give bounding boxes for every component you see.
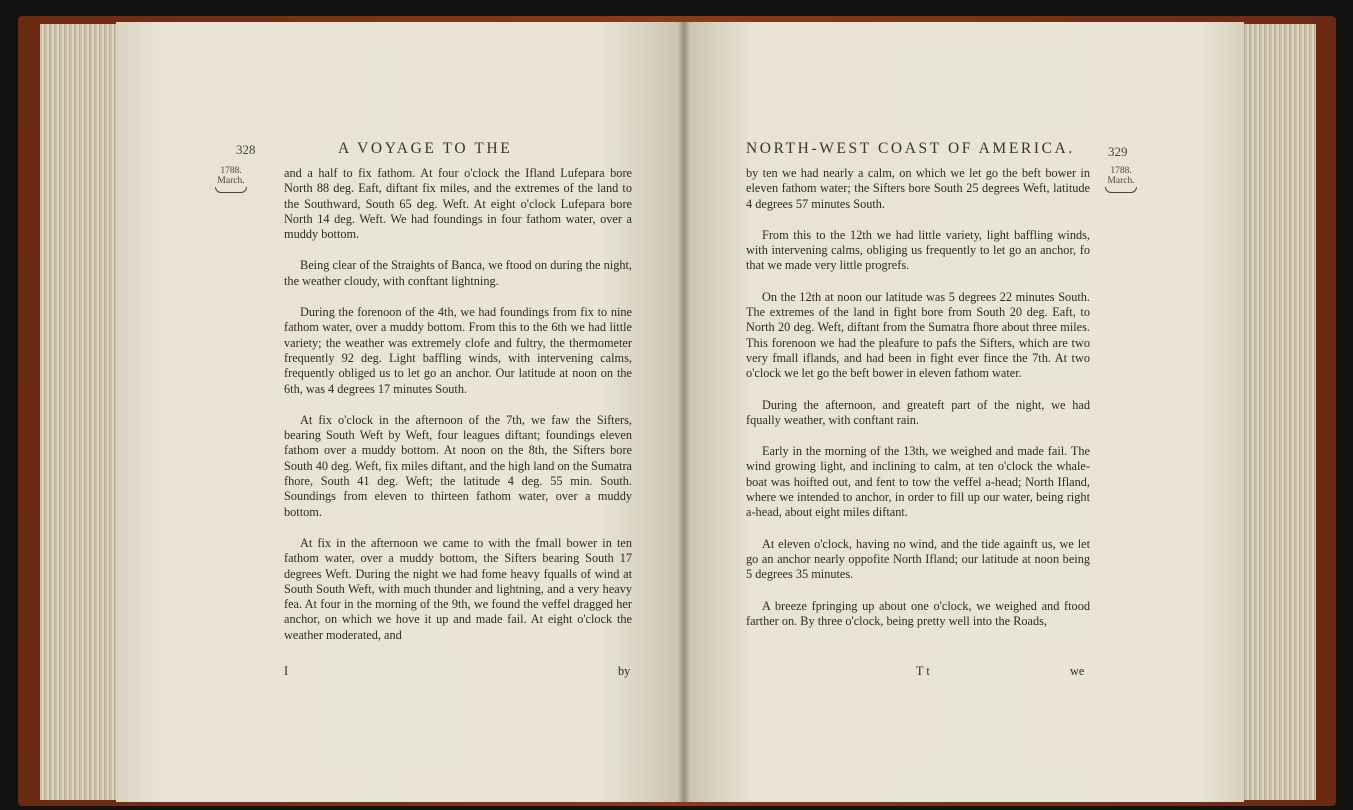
paragraph: by ten we had nearly a calm, on which we let go the beft bower in eleven fathom water; the Sifters bore South 25 degrees Weft, latitude 4 degrees 57 minutes South. <box>746 166 1090 211</box>
page-edges-right <box>1240 24 1316 800</box>
left-page <box>116 22 684 802</box>
left-page-number: 328 <box>236 142 256 157</box>
paragraph: At eleven o'clock, having no wind, and the tide againft us, we let go an anchor nearly oppofite North Ifland; our latitude at noon being 5 degrees 35 minutes. <box>746 536 1090 582</box>
margin-month: March. <box>217 176 245 186</box>
margin-year: 1788. <box>220 166 242 176</box>
right-page-number: 329 <box>1108 144 1128 159</box>
paragraph: Being clear of the Straights of Banca, we ftood on during the night, the weather cloudy, with conftant lightning. <box>284 258 632 288</box>
paragraph: At fix o'clock in the afternoon of the 7th, we faw the Sifters, bearing South Weft by Weft, four leagues diftant; foundings eleven fathom over a muddy bottom. At noon on the 8th, the Sifters bore South 40 deg. Weft, fix miles diftant, and the high land on the Sumatra fhore, South 41 deg. Weft; the latitude 4 deg. 55 min. South. Soundings from eleven to thirteen fathom water, over a muddy bottom. <box>284 412 632 519</box>
signature-mark: T t <box>916 664 930 678</box>
brace-mark <box>215 187 247 193</box>
book-gutter <box>678 22 690 802</box>
catchword: by <box>618 664 631 678</box>
paragraph: Early in the morning of the 13th, we weighed and made fail. The wind growing light, and inclining to calm, at ten o'clock the whale-boat was hoifted out, and fent to tow the veffel a-head; North Ifland, where we intended to anchor, in order to fill up our water, being right a-head, about eight miles diftant. <box>746 444 1090 520</box>
paragraph: and a half to fix fathom. At four o'clock the Ifland Lufepara bore North 88 deg. Eaft, diftant fix miles, and the extremes of the land to the Southward, South 65 deg. Weft. At eight o'clock Lufepara bore North 14 deg. Weft. We had foundings in four fathom water, over a muddy bottom. <box>284 166 632 242</box>
paragraph: During the afternoon, and greateft part of the night, we had fqually weather, with conftant rain. <box>746 397 1090 427</box>
margin-year: 1788. <box>1110 166 1132 176</box>
left-running-head: A VOYAGE TO THE <box>338 140 513 157</box>
left-margin-note <box>214 166 248 193</box>
margin-month: March. <box>1107 176 1135 186</box>
paragraph: From this to the 12th we had little variety, light baffling winds, with intervening calms, obliging us frequently to let go an anchor, fo that we made very little progrefs. <box>746 227 1090 273</box>
right-body-text <box>746 166 1090 629</box>
right-margin-note <box>1104 166 1138 193</box>
paragraph: On the 12th at noon our latitude was 5 degrees 22 minutes South. The extremes of the land in fight bore from South 20 deg. Eaft, to North 20 deg. Weft, diftant from the Sumatra fhore about three miles. This forenoon we had the pleafure to pafs the Sifters, which are two very fmall iflands, and had been in fight ever fince the 7th. At two o'clock we let go the beft bower in eleven fathom water. <box>746 289 1090 381</box>
left-body-text <box>284 166 632 643</box>
catchword: we <box>1070 664 1085 678</box>
right-page <box>684 22 1244 802</box>
paragraph: During the forenoon of the 4th, we had foundings from fix to nine fathom water, over a muddy bottom. From this to the 6th we had little variety; the weather was extremely clofe and fultry, the thermometer frequently 92 deg. Light baffling winds, with intervening calms, frequently obliged us to let go an anchor. Our latitude at noon on the 6th, was 4 degrees 17 minutes South. <box>284 305 632 396</box>
paragraph: At fix in the afternoon we came to with the fmall bower in ten fathom water, over a muddy bottom, the Sifters bearing South 17 degrees Weft. During the night we had fome heavy fqualls of wind at South South Weft, with much thunder and lightning, and a very heavy fea. At four in the morning of the 9th, we found the veffel dragged her anchor, on which we hove it up and made fail. At eight o'clock the weather moderated, and <box>284 535 632 642</box>
paragraph: A breeze fpringing up about one o'clock, we weighed and ftood farther on. By three o'clock, being pretty well into the Roads, <box>746 598 1090 628</box>
page-edges-left <box>40 24 120 800</box>
signature-mark: I <box>284 664 289 678</box>
brace-mark <box>1105 187 1137 193</box>
right-running-head: NORTH-WEST COAST OF AMERICA. <box>746 140 1075 157</box>
